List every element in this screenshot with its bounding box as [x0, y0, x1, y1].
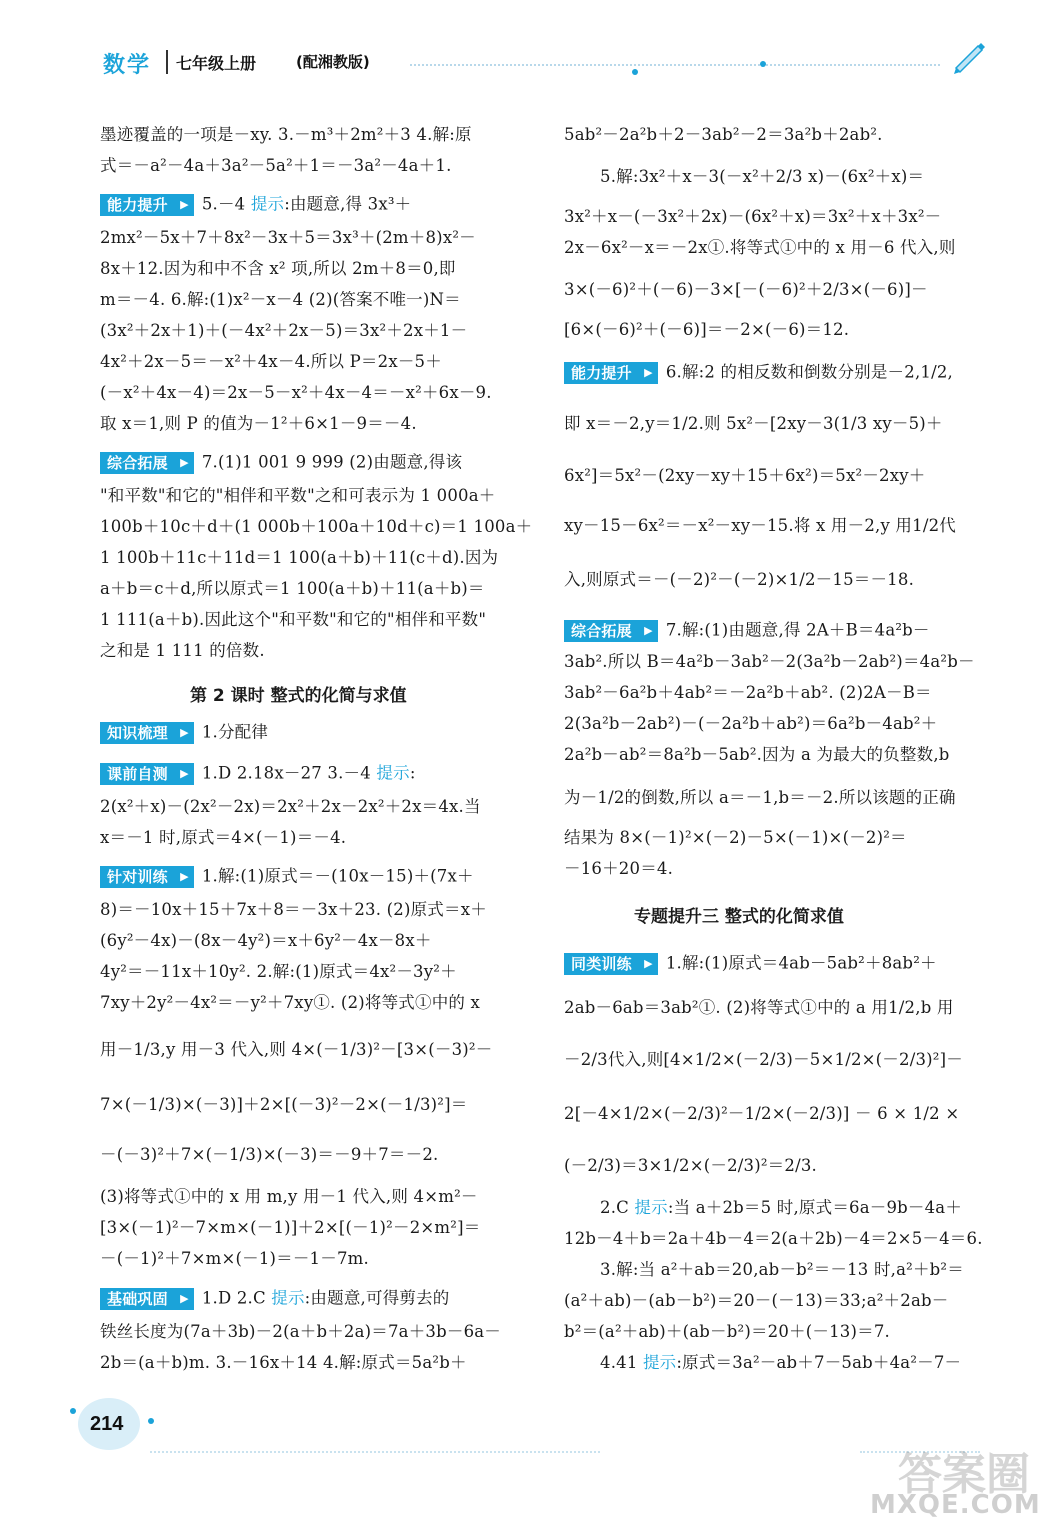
text-line: 综合拓展 ▶ 7.(1)1 001 9 999 (2)由题意,得该: [100, 452, 462, 474]
text-line: 能力提升 ▶ 6.解:2 的相反数和倒数分别是－2,1/2,: [564, 362, 953, 384]
hint-label: 提示: [642, 1353, 677, 1372]
text-line: 式＝－a²－4a＋3a²－5a²＋1＝－3a²－4a＋1.: [100, 156, 452, 175]
text-line: 课前自测 ▶ 1.D 2.18x－27 3.－4 提示:: [100, 763, 416, 785]
text-line: 3ab²－6a²b＋4ab²＝－2a²b＋ab². (2)2A－B＝: [564, 683, 932, 702]
text-line: 2a²b－ab²＝8a²b－5ab².因为 a 为最大的负整数,b: [564, 745, 950, 764]
text-line: 针对训练 ▶ 1.解:(1)原式＝－(10x－15)＋(7x＋: [100, 866, 474, 888]
text-line: 1 100b＋11c＋11d＝1 100(a＋b)＋11(c＋d).因为: [100, 548, 499, 567]
text-line: 2mx²－5x＋7＋8x²－3x＋5＝3x³＋(2m＋8)x²－: [100, 228, 476, 247]
text-line: 1 111(a＋b).因此这个"和平数"和它的"相伴和平数": [100, 610, 487, 629]
text-line: 3.解:当 a²＋ab＝20,ab－b²＝－13 时,a²＋b²＝: [600, 1260, 964, 1279]
text-line: －16＋20＝4.: [564, 859, 674, 878]
text-line: 基础巩固 ▶ 1.D 2.C 提示:由题意,可得剪去的: [100, 1288, 449, 1310]
text-line: b²＝(a²＋ab)＋(ab－b²)＝20＋(－13)＝7.: [564, 1322, 890, 1341]
header-divider: [166, 50, 168, 74]
text-line: 5ab²－2a²b＋2－3ab²－2＝3a²b＋2ab².: [564, 125, 883, 144]
tag-comprehensive: 综合拓展 ▶: [564, 620, 658, 642]
text-line: 用－1/3,y 用－3 代入,则 4×(－1/3)²－[3×(－3)²－: [100, 1040, 493, 1059]
text-line: (3)将等式①中的 x 用 m,y 用－1 代入,则 4×m²－: [100, 1187, 478, 1206]
text-line: 知识梳理 ▶ 1.分配律: [100, 722, 268, 744]
text-line: －(－1)²＋7×m×(－1)＝－1－7m.: [100, 1249, 369, 1268]
tag-knowledge: 知识梳理 ▶: [100, 722, 194, 744]
text-line: 3ab².所以 B＝4a²b－3ab²－2(3a²b－2ab²)＝4a²b－: [564, 652, 975, 671]
text-line: 4y²＝－11x＋10y². 2.解:(1)原式＝4x²－3y²＋: [100, 962, 457, 981]
hint-label: 提示: [376, 763, 410, 783]
tag-ability-improve: 能力提升 ▶: [564, 362, 658, 384]
hint-label: 提示: [634, 1198, 668, 1217]
hint-label: 提示: [271, 1288, 305, 1308]
text-line: x＝－1 时,原式＝4×(－1)＝－4.: [100, 828, 347, 847]
text-line: 8)＝－10x＋15＋7x＋8＝－3x＋23. (2)原式＝x＋: [100, 900, 487, 919]
text-line: 取 x＝1,则 P 的值为－1²＋6×1－9＝－4.: [100, 414, 417, 433]
text-line: 4.41 提示:原式＝3a²－ab＋7－5ab＋4a²－7－: [600, 1353, 962, 1372]
text-line: (6y²－4x)－(8x－4y²)＝x＋6y²－4x－8x＋: [100, 931, 432, 950]
text-line: [3×(－1)²－7×m×(－1)]＋2×[(－1)²－2×m²]＝: [100, 1218, 481, 1237]
text-line: xy－15－6x²＝－x²－xy－15.将 x 用－2,y 用1/2代: [564, 516, 956, 535]
header-dot: [632, 69, 638, 75]
text-line: 6x²]＝5x²－(2xy－xy＋15＋6x²)＝5x²－2xy＋: [564, 466, 926, 485]
text-line: [6×(－6)²＋(－6)]＝－2×(－6)＝12.: [564, 320, 850, 339]
edition-title: (配湘教版): [296, 53, 370, 71]
header-dot: [760, 61, 766, 67]
footer-dot: [148, 1418, 154, 1424]
text-line: 入,则原式＝－(－2)²－(－2)×1/2－15＝－18.: [564, 570, 915, 589]
header-dotted-rule: [410, 64, 940, 66]
section-title: 第 2 课时 整式的化简与求值: [190, 686, 407, 706]
text-line: 2ab－6ab＝3ab²①. (2)将等式①中的 a 用1/2,b 用: [564, 998, 954, 1017]
text-line: a＋b＝c＋d,所以原式＝1 100(a＋b)＋11(a＋b)＝: [100, 579, 485, 598]
text-line: 2[－4×1/2×(－2/3)²－1/2×(－2/3)] － 6 × 1/2 ×: [564, 1104, 960, 1123]
footer-dotted-rule: [150, 1451, 600, 1453]
text-line: m＝－4. 6.解:(1)x²－x－4 (2)(答案不唯一)N＝: [100, 290, 461, 309]
site-watermark: 答案圈 MXQE.COM: [870, 1449, 1041, 1520]
text-line: 同类训练 ▶ 1.解:(1)原式＝4ab－5ab²＋8ab²＋: [564, 953, 937, 975]
tag-ability-improve: 能力提升 ▶: [100, 194, 194, 216]
text-line: 100b＋10c＋d＋(1 000b＋100a＋10d＋c)＝1 100a＋: [100, 517, 533, 536]
tag-similar-training: 同类训练 ▶: [564, 953, 658, 975]
text-line: 为－1/2的倒数,所以 a＝－1,b＝－2.所以该题的正确: [564, 788, 956, 807]
text-line: 3x²＋x－(－3x²＋2x)－(6x²＋x)＝3x²＋x＋3x²－: [564, 207, 942, 226]
section-title: 专题提升三 整式的化简求值: [634, 907, 844, 927]
text-line: 之和是 1 111 的倍数.: [100, 641, 265, 660]
text-line: 12b－4＋b＝2a＋4b－4＝2(a＋2b)－4＝2×5－4＝6.: [564, 1229, 983, 1248]
tag-targeted: 针对训练 ▶: [100, 866, 194, 888]
text-line: 综合拓展 ▶ 7.解:(1)由题意,得 2A＋B＝4a²b－: [564, 620, 930, 642]
text-line: 7×(－1/3)×(－3)]＋2×[(－3)²－2×(－1/3)²]＝: [100, 1095, 468, 1114]
text-line: 2.C 提示:当 a＋2b＝5 时,原式＝6a－9b－4a＋: [600, 1198, 963, 1217]
text-line: 4x²＋2x－5＝－x²＋4x－4.所以 P＝2x－5＋: [100, 352, 442, 371]
pencil-icon: [948, 36, 988, 76]
text-line: (－2/3)＝3×1/2×(－2/3)²＝2/3.: [564, 1156, 817, 1175]
hint-label: 提示: [250, 194, 285, 214]
tag-pretest: 课前自测 ▶: [100, 763, 194, 785]
tag-comprehensive: 综合拓展 ▶: [100, 452, 194, 474]
text-line: 铁丝长度为(7a＋3b)－2(a＋b＋2a)＝7a＋3b－6a－: [100, 1322, 502, 1341]
text-line: 8x＋12.因为和中不含 x² 项,所以 2m＋8＝0,即: [100, 259, 456, 278]
footer-dot: [70, 1408, 76, 1414]
text-line: 7xy＋2y²－4x²＝－y²＋7xy①. (2)将等式①中的 x: [100, 993, 481, 1012]
text-line: 5.解:3x²＋x－3(－x²＋2/3 x)－(6x²＋x)＝: [600, 167, 925, 186]
text-line: 2(x²＋x)－(2x²－2x)＝2x²＋2x－2x²＋2x＝4x.当: [100, 797, 481, 816]
text-line: (－x²＋4x－4)＝2x－5－x²＋4x－4＝－x²＋6x－9.: [100, 383, 492, 402]
text-line: (3x²＋2x＋1)＋(－4x²＋2x－5)＝3x²＋2x＋1－: [100, 321, 468, 340]
text-line: 3×(－6)²＋(－6)－3×[－(－6)²＋2/3×(－6)]－: [564, 280, 928, 299]
text-line: －2/3代入,则[4×1/2×(－2/3)－5×1/2×(－2/3)²]－: [564, 1050, 963, 1069]
text-line: 结果为 8×(－1)²×(－2)－5×(－1)×(－2)²＝: [564, 828, 907, 847]
text-line: －(－3)²＋7×(－1/3)×(－3)＝－9＋7＝－2.: [100, 1145, 439, 1164]
text-line: 即 x＝－2,y＝1/2.则 5x²－[2xy－3(1/3 xy－5)＋: [564, 414, 943, 433]
text-line: 2x－6x²－x＝－2x①.将等式①中的 x 用－6 代入,则: [564, 238, 956, 257]
text-line: "和平数"和它的"相伴和平数"之和可表示为 1 000a＋: [100, 486, 496, 505]
text-line: 能力提升 ▶ 5.－4 提示:由题意,得 3x³＋: [100, 194, 411, 216]
text-line: 墨迹覆盖的一项是－xy. 3.－m³＋2m²＋3 4.解:原: [100, 125, 472, 144]
page-number: 214: [90, 1413, 124, 1435]
text-line: (a²＋ab)－(ab－b²)＝20－(－13)＝33;a²＋2ab－: [564, 1291, 949, 1310]
text-line: 2b＝(a＋b)m. 3.－16x＋14 4.解:原式＝5a²b＋: [100, 1353, 467, 1372]
page-header: [0, 0, 1057, 100]
text-line: 2(3a²b－2ab²)－(－2a²b＋ab²)＝6a²b－4ab²＋: [564, 714, 938, 733]
subject-title: 数学: [103, 53, 152, 78]
tag-foundation: 基础巩固 ▶: [100, 1288, 194, 1310]
grade-title: 七年级上册: [176, 54, 257, 73]
